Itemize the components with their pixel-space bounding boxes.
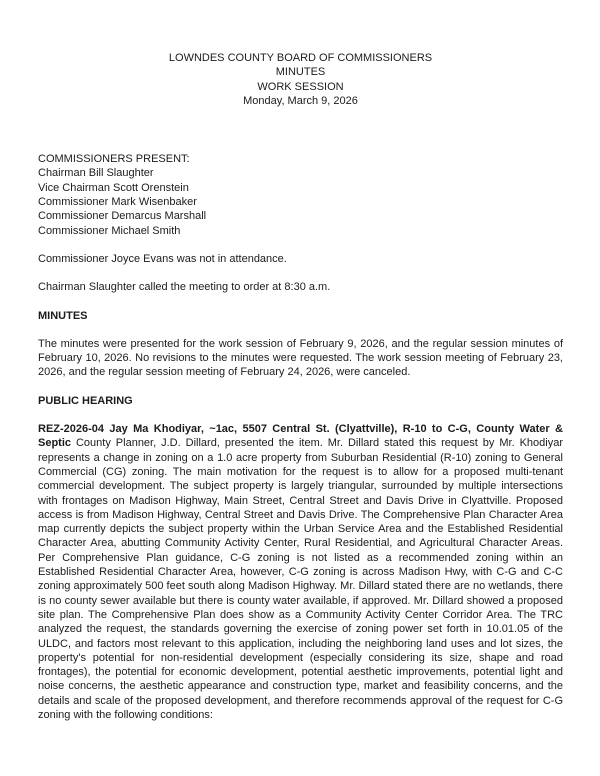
minutes-heading: MINUTES [38,309,88,322]
attendance-member: Chairman Bill Slaughter [38,167,154,180]
attendance-member: Commissioner Mark Wisenbaker [38,196,197,209]
absent-note: Commissioner Joyce Evans was not in attendance. [38,252,287,265]
rez-item-body: County Planner, J.D. Dillard, presented the item. Mr. Dillard stated this request by Mr. Khodiyar represents a change in zoning on a 1.0 acre property from Suburban Residential (R-10) zoning to General Commercial (CG) zoning. The main motivation for the request is to allow for a proposed multi-tenant commercial development. The subject property is largely triangular, surrounded by multiple intersections with frontages on Madison Highway, Main Street, Central Street and Davis Drive in Clyattville. Proposed access is from Madison Highway, Central Street and Davis Drive. The Comprehensive Plan Character Area map currently depicts the subject property within the Urban Service Area and the Established Residential Character Area, abutting Community Activity Center, Rural Residential, and Agricultural Character Areas. Per Comprehensive Plan guidance, C-G zoning is not listed as a recommended zoning within an Established Residential Character Area, however, C-G zoning is across Madison Hwy, with C-G and C-C zoning approximately 500 feet south along Madison Highway. Mr. Dillard stated there are no wetlands, there is no county sewer available but there is county water available, if approved. Mr. Dillard showed a proposed site plan. The Comprehensive Plan does show as a Community Activity Center Corridor Area. The TRC analyzed the request, the standards governing the exercise of zoning power set forth in 10.01.05 of the ULDC, and factors most relevant to this application, including the neighboring land uses and lot sizes, the property's potential for non-residential development (especially considering its size, shape and road frontages), the potential for economic development, potential aesthetic improvements, potential light and noise concerns, the aesthetic appearance and construction type, market and feasibility concerns, and the details and scale of the proposed development, and therefore recommends approval of the request for C-G zoning with the following conditions: [38,437,564,721]
rez-item-title: REZ-2026-04 Jay Ma Khodiyar, ~1ac, 5507 Central St. (Clyattville), R-10 to C-G, County Water & Septic [38,423,563,450]
title-line-org: LOWNDES COUNTY BOARD OF COMMISSIONERS [168,52,433,64]
title-line-minutes: MINUTES [275,66,326,79]
attendance-heading: COMMISSIONERS PRESENT: [38,153,190,166]
rez-item-paragraph [38,422,563,722]
title-line-session: WORK SESSION [257,80,344,93]
document-title-block [38,51,563,108]
call-to-order-note: Chairman Slaughter called the meeting to order at 8:30 a.m. [38,281,331,294]
minutes-paragraph: The minutes were presented for the work session of February 9, 2026, and the regular session minutes of February 10, 2026. No revisions to the minutes were requested. The work session meeting of February 23, 2026, and the regular session meeting of February 24, 2026, were canceled. [38,337,563,379]
attendance-member: Commissioner Michael Smith [38,224,181,237]
attendance-member: Commissioner Demarcus Marshall [38,210,207,223]
attendance-list [38,152,563,238]
title-line-date: Monday, March 9, 2026 [243,94,358,107]
public-hearing-heading: PUBLIC HEARING [38,394,133,407]
attendance-member: Vice Chairman Scott Orenstein [38,181,189,194]
